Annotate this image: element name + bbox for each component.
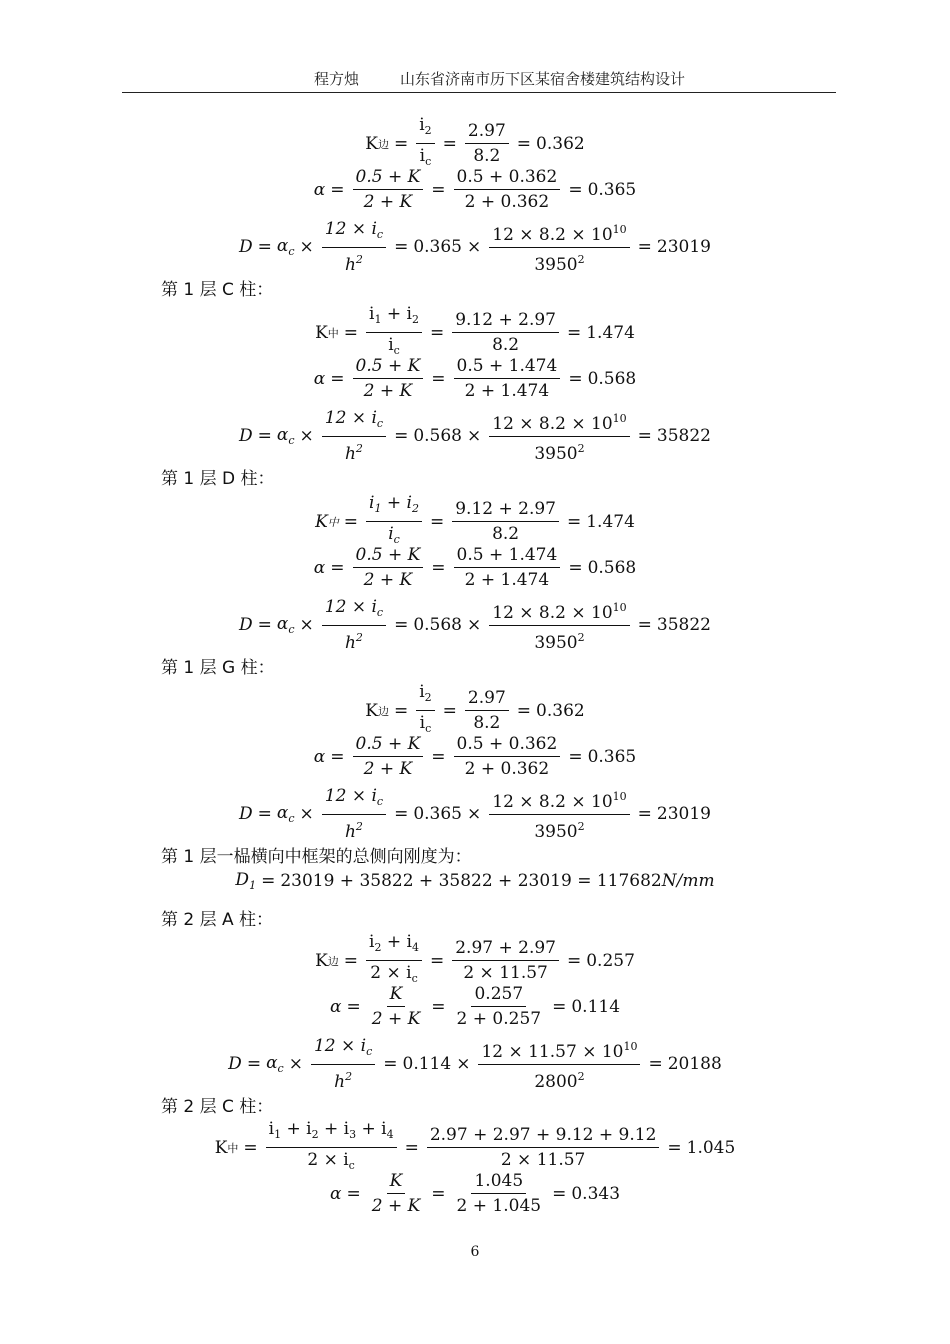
equation-d-1a: D = $\alpha_c$ × $\frac{12 \times i_c}{h^2}$ = 0.365 × $\frac{12 \times 8.2 \times 10^{10}}{3950^2}$ = 23019 bbox=[238, 219, 711, 275]
equation-alpha-2c: α = $\frac{K}{2 + K}$ = $\frac{1.045}{2 + 1.045}$ = 0.343 bbox=[329, 1171, 621, 1216]
page-number: 6 bbox=[470, 1244, 480, 1260]
equation-alpha-2a: α = $\frac{K}{2 + K}$ = $\frac{0.257}{2 + 0.257}$ = 0.114 bbox=[329, 984, 621, 1029]
equation-k-edge-2a: K 边 = $\frac{i_2 + i_4}{2 \times i_c}$ = $\frac{2.97 + 2.97}{2 \times 11.57}$ = 0.257 bbox=[315, 932, 635, 985]
equation-alpha-1g: α = $\frac{0.5 + K}{2 + K}$ = $\frac{0.5 + 0.362}{2 + 0.362}$ = 0.365 bbox=[313, 734, 637, 779]
section-label-2c: 第 2 层 C 柱： bbox=[161, 1097, 274, 1117]
equation-d-2a: D = $\alpha_c$ × $\frac{12 \times i_c}{h^2}$ = 0.114 × $\frac{12 \times 11.57 \times 10^{10}}{2800^2}$ = 20188 bbox=[228, 1036, 722, 1092]
equation-alpha-1a: α = $\frac{0.5 + K}{2 + K}$ = $\frac{0.5 + 0.362}{2 + 0.362}$ = 0.365 bbox=[313, 167, 637, 212]
section-label-1d: 第 1 层 D 柱： bbox=[161, 469, 275, 489]
equation-d-1c: D = $\alpha_c$ × $\frac{12 \times i_c}{h^2}$ = 0.568 × $\frac{12 \times 8.2 \times 10^{10}}{3950^2}$ = 35822 bbox=[238, 408, 711, 464]
equation-k-mid-1d: K 中 = $\frac{i_1 + i_2}{i_c}$ = $\frac{9.12 + 2.97}{8.2}$ = 1.474 bbox=[315, 493, 635, 546]
header-title: 山东省济南市历下区某宿舍楼建筑结构设计 bbox=[400, 70, 686, 88]
equation-alpha-1c: α = $\frac{0.5 + K}{2 + K}$ = $\frac{0.5 + 1.474}{2 + 1.474}$ = 0.568 bbox=[313, 356, 637, 401]
equation-d1-total: $D_1$ = 23019 + 35822 + 35822 + 23019 = 117682 N/mm bbox=[235, 870, 715, 892]
equation-k-mid-1c: K 中 = $\frac{i_1 + i_2}{i_c}$ = $\frac{9.12 + 2.97}{8.2}$ = 1.474 bbox=[315, 304, 635, 357]
section-label-1g: 第 1 层 G 柱： bbox=[161, 658, 275, 678]
equation-d-1d: D = $\alpha_c$ × $\frac{12 \times i_c}{h^2}$ = 0.568 × $\frac{12 \times 8.2 \times 10^{10}}{3950^2}$ = 35822 bbox=[238, 597, 711, 653]
equation-alpha-1d: α = $\frac{0.5 + K}{2 + K}$ = $\frac{0.5 + 1.474}{2 + 1.474}$ = 0.568 bbox=[313, 545, 637, 590]
section-label-1c: 第 1 层 C 柱： bbox=[161, 280, 274, 300]
section-label-2a: 第 2 层 A 柱： bbox=[161, 910, 274, 930]
page-header bbox=[122, 64, 836, 93]
equation-k-mid-2c: K 中 = $\frac{i_1 + i_2 + i_3 + i_4}{2 \times i_c}$ = $\frac{2.97 + 2.97 + 9.12 + 9.12}{2 \times 11.57}$ = 1.045 bbox=[214, 1119, 736, 1172]
equation-d-1g: D = $\alpha_c$ × $\frac{12 \times i_c}{h^2}$ = 0.365 × $\frac{12 \times 8.2 \times 10^{10}}{3950^2}$ = 23019 bbox=[238, 786, 711, 842]
section-label-1-total: 第 1 层一榀横向中框架的总侧向刚度为： bbox=[161, 847, 472, 867]
equation-k-edge-1g: K 边 = $\frac{i_2}{i_c}$ = $\frac{2.97}{8.2}$ = 0.362 bbox=[365, 682, 585, 735]
header-author: 程方烛 bbox=[314, 70, 360, 88]
equation-k-edge-1a: K 边 = $\frac{i_2}{i_c}$ = $\frac{2.97}{8.2}$ = 0.362 bbox=[365, 115, 585, 168]
